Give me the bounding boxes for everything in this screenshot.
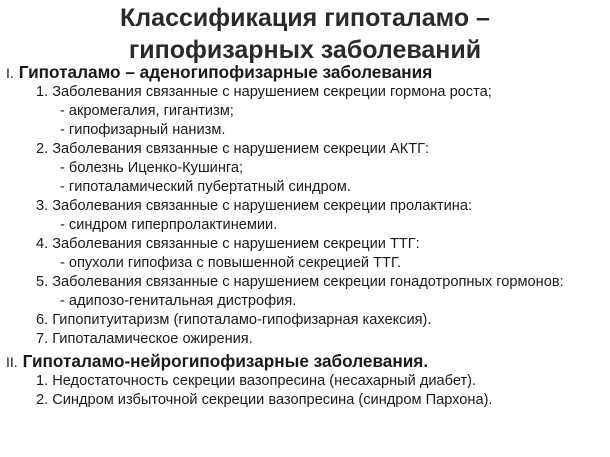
list-item: 2. Синдром избыточной секреции вазопресина (синдром Пархона). [36,392,493,408]
section-heading [6,351,606,372]
title-line-1: Классификация гипоталамо – [120,4,490,32]
list-item: 1. Заболевания связанные с нарушением секреции гормона роста; [36,84,492,100]
list-item: 1. Недостаточность секреции вазопресина (несахарный диабет). [36,373,477,389]
sub-item: - акромегалия, гигантизм; [60,103,234,119]
list-item: 6. Гипопитуитаризм (гипоталамо-гипофизарная кахексия). [36,312,432,328]
sub-item: - опухоли гипофиза с повышенной секрецией ТТГ. [60,255,402,271]
sub-item: - синдром гиперпролактинемии. [60,217,278,233]
list-item: 7. Гипоталамическое ожирения. [36,331,253,347]
section-title: Гипоталамо-нейрогипофизарные заболевания. [22,351,429,371]
list-item: 3. Заболевания связанные с нарушением секреции пролактина: [36,198,473,214]
slide-title [0,2,610,66]
list-item: 2. Заболевания связанные с нарушением секреции АКТГ: [36,141,430,157]
list-item: 5. Заболевания связанные с нарушением секреции гонадотропных гормонов: [36,274,564,290]
sub-item: - гипофизарный нанизм. [60,122,226,138]
section-numeral: I. [6,65,14,81]
sub-item: - гипоталамический пубертатный синдром. [60,179,351,195]
sub-item: - адипозо-генитальная дистрофия. [60,293,297,309]
section-numeral: II. [6,354,18,370]
list-item: 4. Заболевания связанные с нарушением секреции ТТГ: [36,236,420,252]
section-title: Гипоталамо – аденогипофизарные заболевания [18,62,433,82]
classification-list [6,62,606,410]
title-line-2: гипофизарных заболеваний [128,36,482,64]
section-heading [6,62,606,83]
sub-item: - болезнь Иценко-Кушинга; [60,160,244,176]
